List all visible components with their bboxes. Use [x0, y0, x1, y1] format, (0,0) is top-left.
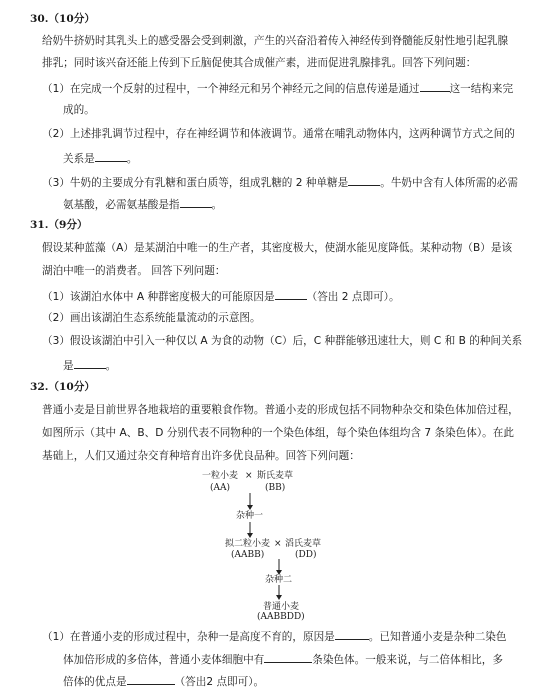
q31-part2: （2）画出该湖泊生态系统能量流动的示意图。 [42, 312, 261, 324]
cross-symbol-2: × [274, 539, 282, 549]
answer-blank[interactable] [95, 150, 127, 162]
hybrid-one-label: 杂种一 [236, 511, 264, 521]
q32-part1-text-e: 倍体的优点是 [63, 676, 127, 688]
hybrid-two-label: 杂种二 [265, 575, 293, 585]
q32-part1-text-f: （答出2 点即可）。 [174, 676, 265, 688]
q30-part2-line1: （2）上述排乳调节过程中，存在神经调节和体液调节。通常在哺乳动物体内，这两种调节方式之间的 [42, 128, 515, 140]
q31-part1-text-a: （1）该湖泊水体中 A 种群密度极大的可能原因是 [42, 291, 275, 303]
answer-blank[interactable] [335, 628, 369, 640]
q31-part3-line2 [63, 357, 116, 373]
q32-part1-line2 [63, 651, 503, 667]
intermediate-wheat-genome: (AABB) [231, 550, 265, 560]
q31-part3-text-c: 。 [105, 360, 117, 372]
answer-blank[interactable] [127, 673, 175, 685]
answer-blank[interactable] [420, 80, 450, 92]
q32-part1-text-c: 体加倍形成的多倍体，普通小麦体细胞中有 [63, 654, 265, 666]
q30-part2-text-b: 关系是 [63, 153, 95, 165]
q30-part2-text-c: 。 [126, 153, 138, 165]
q32-part1-text-d: 条染色体。一般来说，与二倍体相比，多 [312, 654, 503, 666]
q30-part1-text-b: 这一结构来完 [449, 83, 514, 95]
q31-part3-text-b: 是 [63, 360, 74, 372]
parent1-name: 一粒小麦 [202, 471, 239, 481]
common-wheat-name: 普通小麦 [263, 602, 300, 612]
q30-part2-line2 [63, 150, 137, 166]
q32-part1-line1 [42, 628, 507, 644]
q30-stem-line1: 给奶牛挤奶时其乳头上的感受器会受到刺激，产生的兴奋沿着传入神经传到脊髓能反射性地引起乳腺 [42, 35, 509, 47]
intermediate-wheat-name: 拟二粒小麦 [225, 539, 271, 549]
q30-stem-line2: 排乳；同时该兴奋还能上传到下丘脑促使其合成催产素，进而促进乳腺排乳。回答下列问题： [42, 57, 477, 69]
q30-part3-text-c: 氨基酸，必需氨基酸是指 [63, 199, 180, 211]
answer-blank[interactable] [180, 196, 212, 208]
question-30-header: 30.（10分） [30, 13, 95, 25]
q30-part1-line2: 成的。 [63, 104, 95, 116]
q32-part1-text-a: （1）在普通小麦的形成过程中，杂种一是高度不育的，原因是 [42, 631, 335, 643]
q32-stem-line1: 普通小麦是目前世界各地栽培的重要粮食作物。普通小麦的形成包括不同物种杂交和染色体加倍过程， [42, 404, 519, 416]
q31-stem-line1: 假设某种蓝藻（A）是某湖泊中唯一的生产者，其密度极大，使湖水能见度降低。某种动物（B）是该 [42, 242, 513, 254]
q30-part1-line1 [42, 80, 513, 96]
q31-stem-line2: 湖泊中唯一的消费者。 回答下列问题： [42, 265, 226, 277]
parent3-genome: (DD) [295, 550, 317, 560]
common-wheat-genome: (AABBDD) [257, 612, 305, 622]
question-32-header: 32.（10分） [30, 381, 95, 393]
wheat-hybridization-diagram [195, 471, 335, 621]
parent3-name: 滔氏麦草 [285, 539, 322, 549]
answer-blank[interactable] [264, 651, 312, 663]
q30-part3-text-a: （3）牛奶的主要成分有乳糖和蛋白质等，组成乳糖的 2 种单糖是 [42, 177, 349, 189]
parent1-genome: (AA) [210, 483, 231, 493]
q32-part1-line3 [63, 673, 264, 689]
q31-part1 [42, 288, 400, 304]
q30-part3-line2 [63, 196, 222, 212]
answer-blank[interactable] [348, 174, 380, 186]
parent2-genome: (BB) [265, 483, 286, 493]
q30-part3-text-b: 。牛奶中含有人体所需的必需 [380, 177, 518, 189]
q30-part1-text-a: （1）在完成一个反射的过程中，一个神经元和另个神经元之间的信息传递是通过 [42, 83, 420, 95]
q31-part3-line1: （3）假设该湖泊中引入一种仅以 A 为食的动物（C）后，C 种群能够迅速壮大，则 C 和 B 的种间关系 [42, 335, 523, 347]
q31-part1-text-b: （答出 2 点即可）。 [306, 291, 400, 303]
q32-stem-line3: 基础上，人们又通过杂交育种培育出许多优良品种。回答下列问题： [42, 450, 360, 462]
answer-blank[interactable] [74, 357, 106, 369]
cross-symbol-1: × [245, 471, 253, 481]
q32-part1-text-b: 。已知普通小麦是杂种二染色 [368, 631, 507, 643]
parent2-name: 斯氏麦草 [257, 471, 294, 481]
answer-blank[interactable] [275, 288, 307, 300]
q32-stem-line2: 如图所示（其中 A、B、D 分别代表不同物种的一个染色体组，每个染色体组均含 7 条染色体）。在此 [42, 427, 514, 439]
question-31-header: 31.（9分） [30, 219, 88, 231]
q30-part3-text-d: 。 [211, 199, 223, 211]
q30-part3-line1 [42, 174, 518, 190]
